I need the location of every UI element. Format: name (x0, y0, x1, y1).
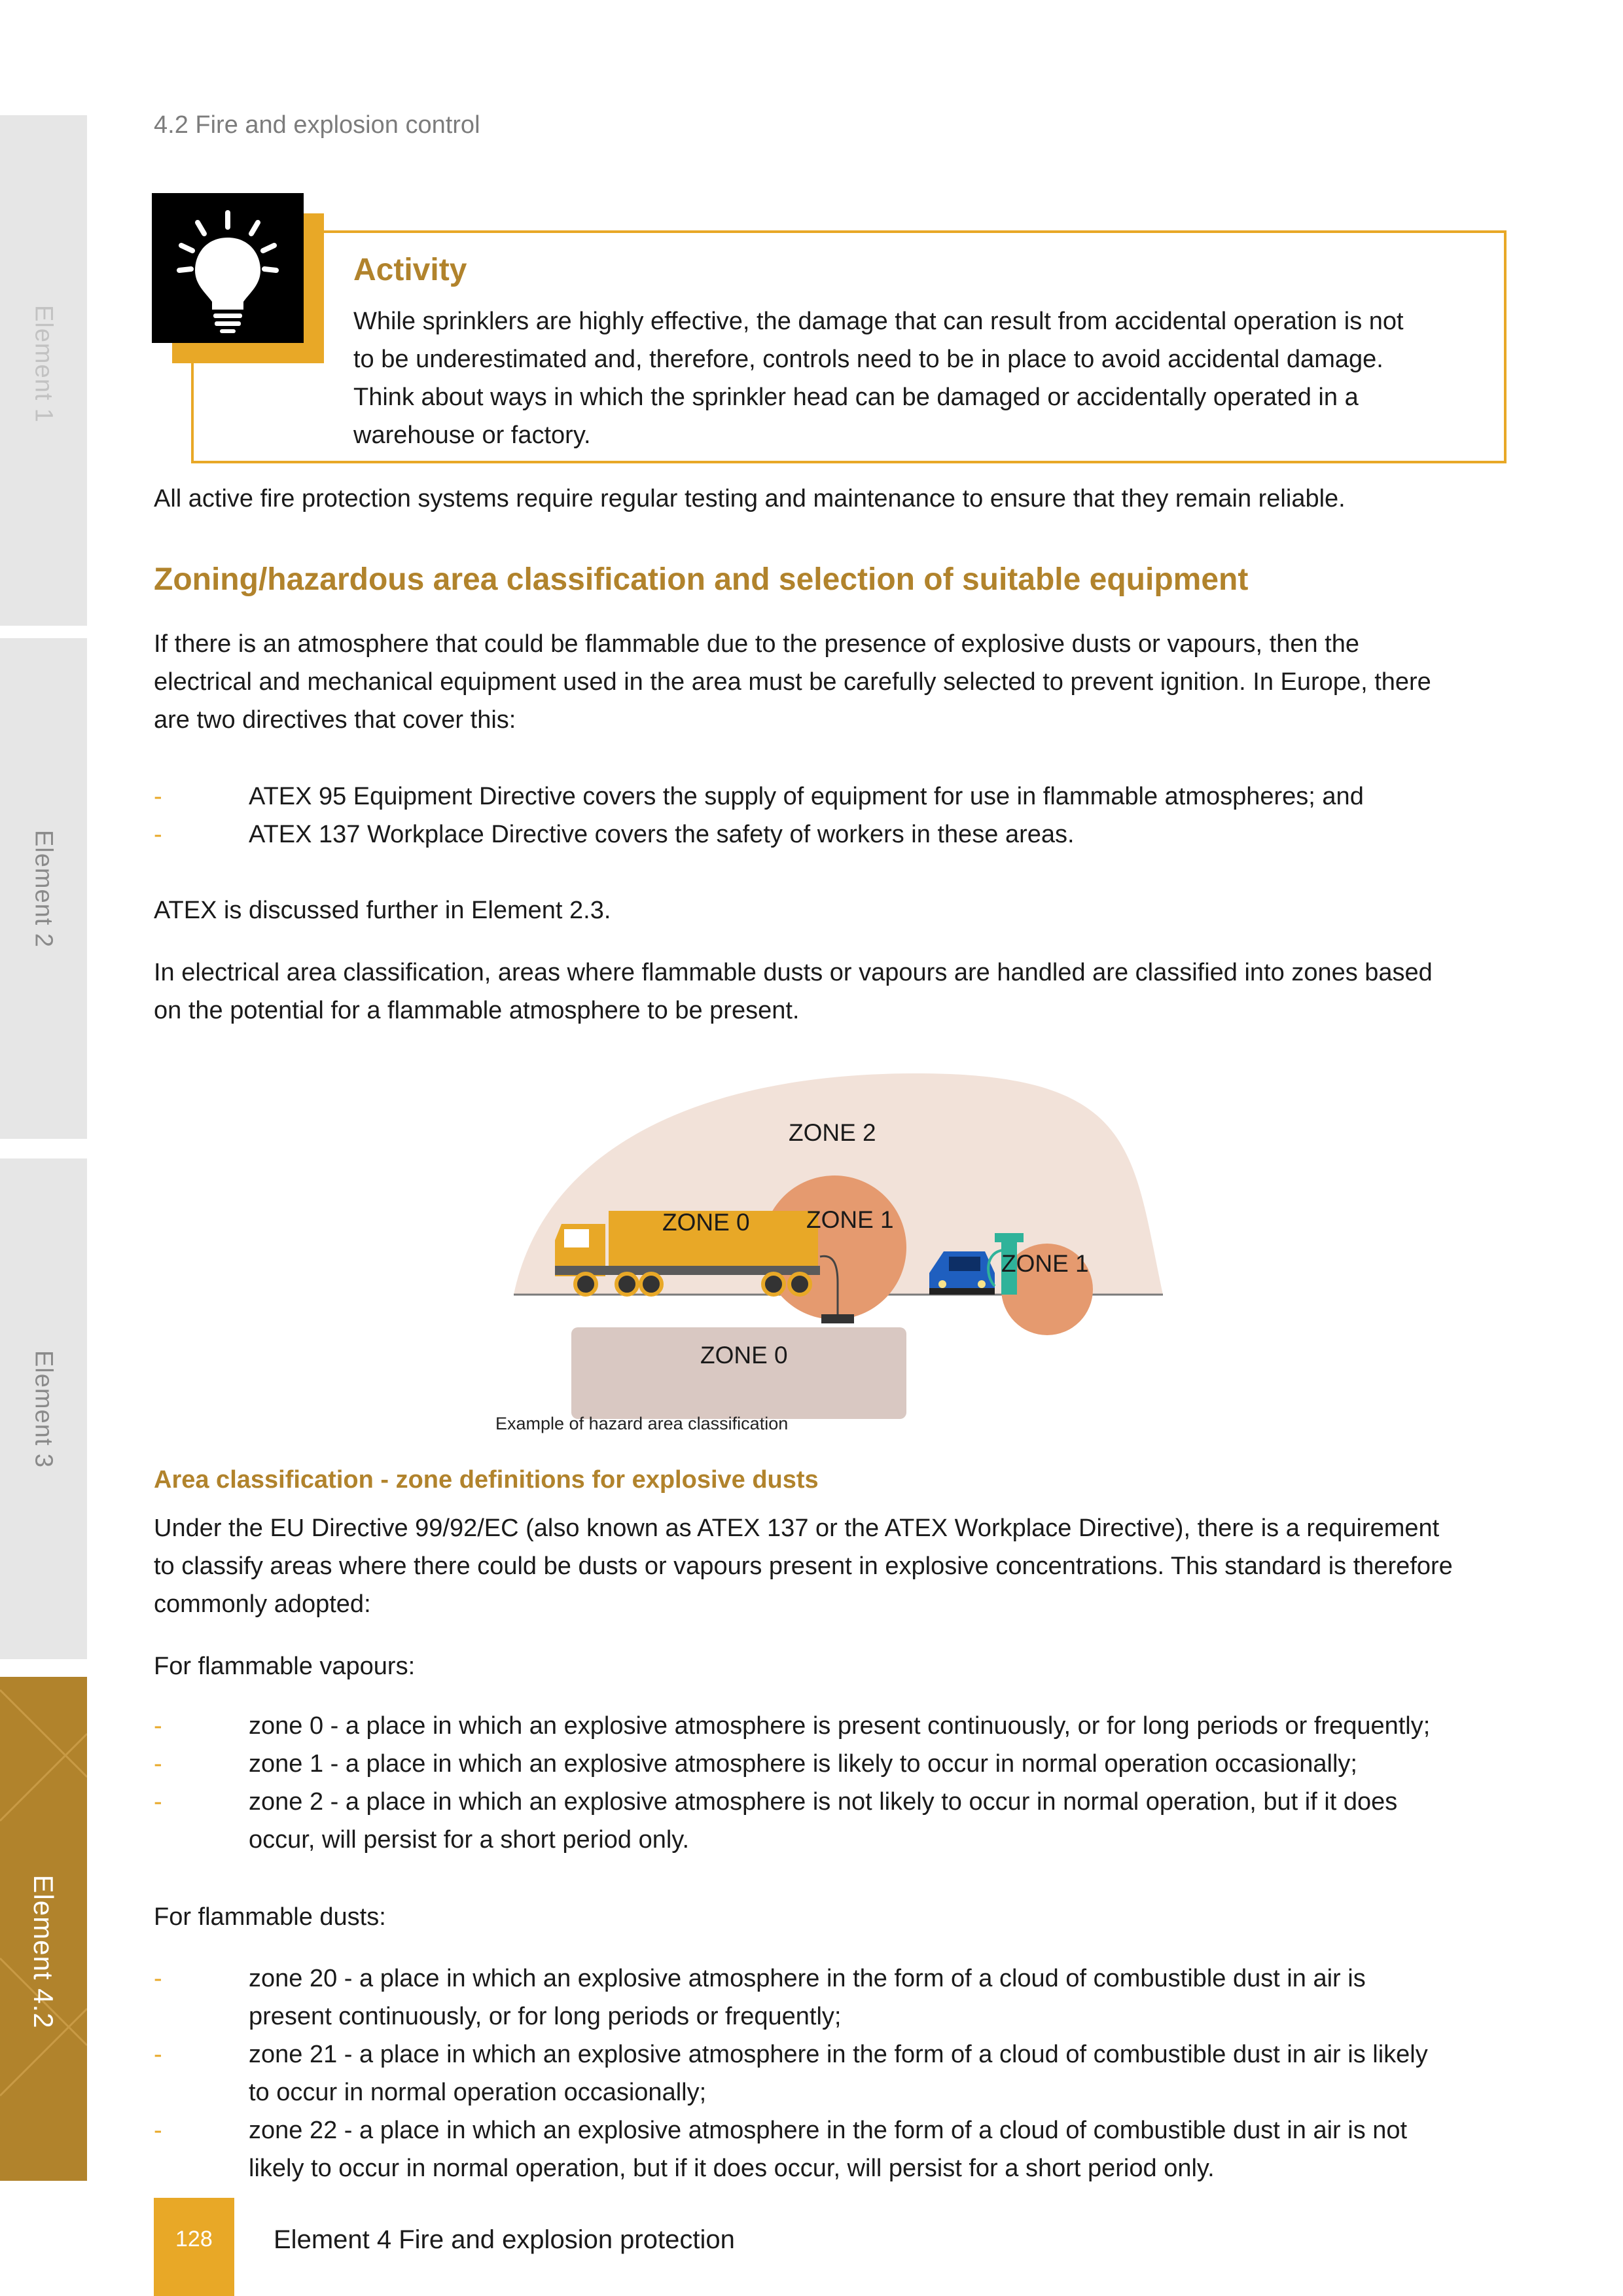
footer-title: Element 4 Fire and explosion protection (274, 2225, 735, 2254)
para-line: electrical and mechanical equipment used in the area must be carefully selected to prevent ignition. In Europe, there (154, 668, 1431, 696)
bullet-line: zone 20 - a place in which an explosive atmosphere in the form of a cloud of combustible dust in air is (249, 1965, 1366, 1992)
bullet-dash: - (154, 821, 162, 848)
zone2-label: ZONE 2 (789, 1119, 876, 1146)
bullet-line: zone 2 - a place in which an explosive atmosphere is not likely to occur in normal operation, but if it does (249, 1788, 1398, 1816)
pipe-fitting (821, 1314, 854, 1323)
bullet-line: occur, will persist for a short period only. (249, 1826, 690, 1854)
side-tab-label: Element 1 (29, 304, 58, 423)
para-line: on the potential for a flammable atmosphere to be present. (154, 997, 800, 1024)
para-line: commonly adopted: (154, 1590, 371, 1618)
side-tab-label: Element 3 (29, 1350, 58, 1468)
zone1-truck-label: ZONE 1 (806, 1206, 894, 1233)
bullet-dash: - (154, 2117, 162, 2144)
bullet-line: to occur in normal operation occasionally; (249, 2079, 707, 2106)
para-line: Under the EU Directive 99/92/EC (also known as ATEX 137 or the ATEX Workplace Directive), there is a requirement (154, 1515, 1440, 1542)
bullet-dash: - (154, 783, 162, 810)
bullet-text (249, 1745, 1515, 1783)
zone0-ground-label: ZONE 0 (700, 1342, 788, 1369)
activity-line: to be underestimated and, therefore, controls need to be in place to avoid accidental damage. (353, 346, 1383, 373)
bullet-line: likely to occur in normal operation, but if it does occur, will persist for a short period only. (249, 2155, 1215, 2182)
bullet-dash: - (154, 1750, 162, 1778)
running-head: 4.2 Fire and explosion control (154, 111, 480, 139)
para-active-systems: All active fire protection systems require regular testing and maintenance to ensure that they remain reliable. (154, 485, 1346, 512)
bullet-dash: - (154, 1965, 162, 1992)
zone0-ground (571, 1327, 906, 1419)
bullet-text: ATEX 95 Equipment Directive covers the supply of equipment for use in flammable atmospheres; and (249, 783, 1364, 810)
para-line: If there is an atmosphere that could be flammable due to the presence of explosive dusts or vapours, then the (154, 630, 1359, 658)
activity-line: Think about ways in which the sprinkler head can be damaged or accidentally operated in a (353, 384, 1359, 411)
para-line: to classify areas where there could be dusts or vapours present in explosive concentrations. This standard is therefore (154, 1552, 1453, 1580)
dusts-label: For flammable dusts: (154, 1903, 386, 1931)
para-eu-directive (154, 1509, 1508, 1623)
bullet-line: zone 0 - a place in which an explosive atmosphere is present continuously, or for long periods or frequently; (249, 1712, 1431, 1740)
bullet-text (249, 2111, 1515, 2187)
figure-caption: Example of hazard area classification (495, 1414, 789, 1433)
bullet-text (249, 2036, 1515, 2111)
heading-zoning: Zoning/hazardous area classification and selection of suitable equipment (154, 562, 1249, 597)
side-tab-label: Element 2 (29, 829, 58, 948)
activity-title: Activity (353, 253, 467, 287)
heading-dust-zones: Area classification - zone definitions for explosive dusts (154, 1466, 819, 1494)
para-line: In electrical area classification, areas where flammable dusts or vapours are handled are classified into zones based (154, 959, 1433, 986)
zone0-tank-label: ZONE 0 (662, 1209, 750, 1236)
bullet-text: ATEX 137 Workplace Directive covers the safety of workers in these areas. (249, 821, 1075, 848)
bullet-line: zone 1 - a place in which an explosive atmosphere is likely to occur in normal operation occasionally; (249, 1750, 1357, 1778)
bullet-text (249, 1783, 1515, 1859)
bullet-line: zone 22 - a place in which an explosive atmosphere in the form of a cloud of combustible dust in air is not (249, 2117, 1408, 2144)
bullet-dash: - (154, 2041, 162, 2068)
side-tab-label: Element 4.2 (28, 1874, 59, 2029)
bullet-text (249, 1707, 1515, 1745)
side-tab-element-4-2[interactable] (0, 1677, 87, 2181)
bullet-dash: - (154, 1712, 162, 1740)
activity-line: warehouse or factory. (353, 422, 591, 449)
activity-line: While sprinklers are highly effective, the damage that can result from accidental operation is not (353, 308, 1404, 335)
bullet-text (249, 1960, 1515, 2036)
vapours-label: For flammable vapours: (154, 1653, 416, 1680)
para-atex: ATEX is discussed further in Element 2.3. (154, 897, 611, 924)
bullet-line: zone 21 - a place in which an explosive atmosphere in the form of a cloud of combustible dust in air is likely (249, 2041, 1428, 2068)
para-line: are two directives that cover this: (154, 706, 516, 734)
bullet-dash: - (154, 1788, 162, 1816)
bullet-line: present continuously, or for long periods or frequently; (249, 2003, 842, 2030)
page-number: 128 (175, 2227, 213, 2251)
zone1-pump-label: ZONE 1 (1001, 1250, 1089, 1277)
